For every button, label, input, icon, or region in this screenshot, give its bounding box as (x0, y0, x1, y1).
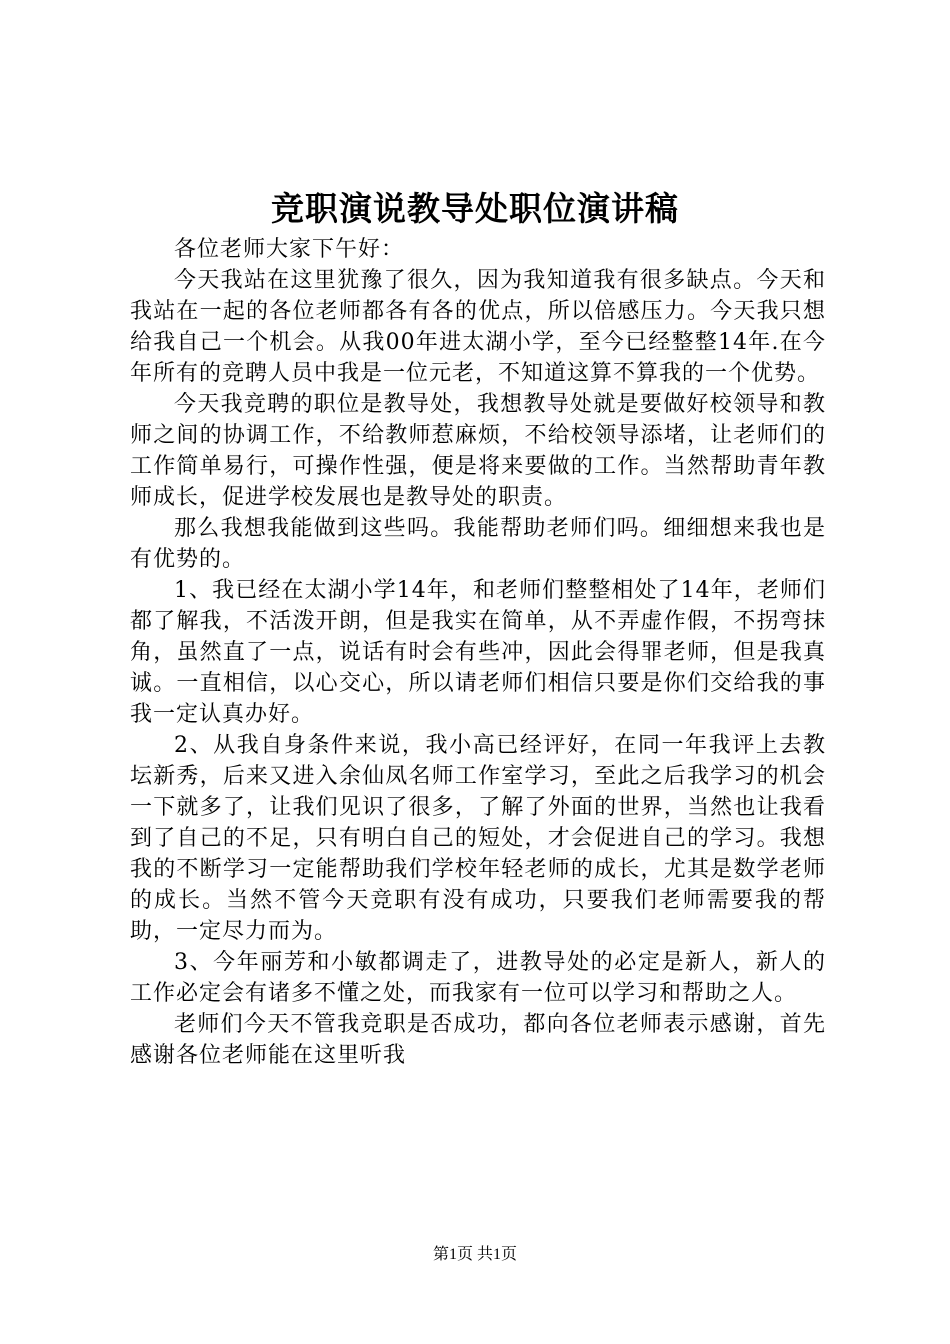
paragraph-greeting: 各位老师大家下午好： (174, 237, 405, 262)
document-body (130, 234, 826, 1071)
paragraph-point-1: 1、我已经在太湖小学14年，和老师们整整相处了14年，老师们都了解我，不活泼开朗，但是我实在简单，从不弄虚作假，不拐弯抹角，虽然直了一点，说话有时会有些冲，因此会得罪老师，但是我真诚。一直相信，以心交心，所以请老师们相信只要是你们交给我的事我一定认真办好。 (130, 578, 826, 727)
paragraph-intro: 今天我站在这里犹豫了很久，因为我知道我有很多缺点。今天和我站在一起的各位老师都各有各的优点，所以倍感压力。今天我只想给我自己一个机会。从我00年进太湖小学，至今已经整整14年.在今年所有的竞聘人员中我是一位元老，不知道这算不算我的一个优势。 (130, 268, 826, 386)
document-title: 竞职演说教导处职位演讲稿 (271, 189, 679, 228)
paragraph-point-2: 2、从我自身条件来说，我小高已经评好，在同一年我评上去教坛新秀，后来又进入余仙凤名师工作室学习，至此之后我学习的机会一下就多了，让我们见识了很多，了解了外面的世界，当然也让我看到了自己的不足，只有明白自己的短处，才会促进自己的学习。我想我的不断学习一定能帮助我们学校年轻老师的成长，尤其是数学老师的成长。当然不管今天竞职有没有成功，只要我们老师需要我的帮助，一定尽力而为。 (130, 733, 826, 944)
paragraph-question: 那么我想我能做到这些吗。我能帮助老师们吗。细细想来我也是有优势的。 (130, 516, 826, 572)
paragraph-closing: 老师们今天不管我竞职是否成功，都向各位老师表示感谢，首先感谢各位老师能在这里听我 (130, 1012, 826, 1068)
page-footer: 第1页 共1页 (432, 1246, 517, 1263)
paragraph-point-3: 3、今年丽芳和小敏都调走了，进教导处的必定是新人，新人的工作必定会有诸多不懂之处，而我家有一位可以学习和帮助之人。 (130, 950, 826, 1006)
paragraph-position: 今天我竞聘的职位是教导处，我想教导处就是要做好校领导和教师之间的协调工作，不给教师惹麻烦，不给校领导添堵，让老师们的工作简单易行，可操作性强，便是将来要做的工作。当然帮助青年教师成长，促进学校发展也是教导处的职责。 (130, 392, 826, 510)
